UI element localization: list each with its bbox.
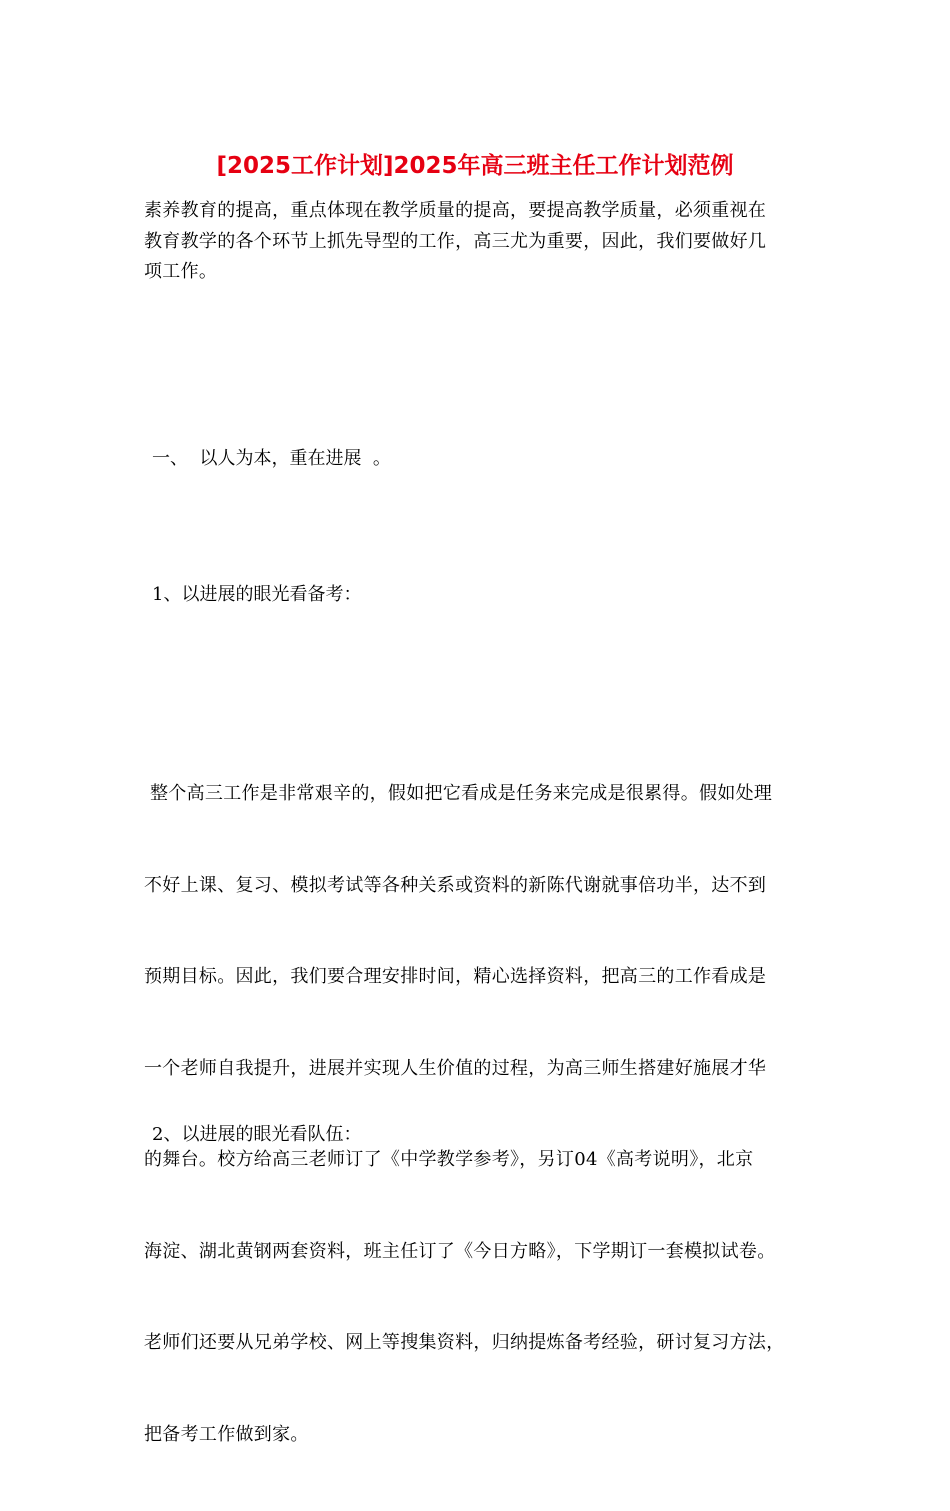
body-line: 整个高三工作是非常艰辛的，假如把它看成是任务来完成是很累得。假如处理 <box>144 783 773 804</box>
intro-line: 素养教育的提高，重点体现在教学质量的提高，要提高教学质量，必须重视在 <box>144 200 767 221</box>
body-line: 把备考工作做到家。 <box>144 1423 309 1445</box>
body-line: 的舞台。校方给高三老师订了《中学教学参考》，另订04《高考说明》，北京 <box>144 1149 754 1170</box>
subsection-1-heading: 1、以进展的眼光看备考： <box>152 584 362 605</box>
subsection-1-body <box>144 718 812 1511</box>
intro-line: 教育教学的各个环节上抓先导型的工作，高三尤为重要，因此，我们要做好几 <box>144 230 767 252</box>
document-title: [2025工作计划]2025年高三班主任工作计划范例 <box>216 153 734 179</box>
body-line: 预期目标。因此，我们要合理安排时间，精心选择资料，把高三的工作看成是 <box>144 966 767 987</box>
body-line: 海淀、湖北黄钢两套资料，班主任订了《今日方略》，下学期订一套模拟试卷。 <box>144 1240 776 1262</box>
body-line: 不好上课、复习、模拟考试等各种关系或资料的新陈代谢就事倍功半，达不到 <box>144 874 767 896</box>
body-line: 一个老师自我提升，进展并实现人生价值的过程，为高三师生搭建好施展才华 <box>144 1057 767 1079</box>
section-1-heading: 一、 以人为本，重在进展 。 <box>152 448 391 469</box>
body-line: 老师们还要从兄弟学校、网上等搜集资料，归纳提炼备考经验，研讨复习方法， <box>144 1332 785 1353</box>
subsection-2-heading: 2、以进展的眼光看队伍： <box>152 1124 362 1145</box>
intro-line: 项工作。 <box>144 261 218 282</box>
intro-paragraph <box>144 196 812 288</box>
